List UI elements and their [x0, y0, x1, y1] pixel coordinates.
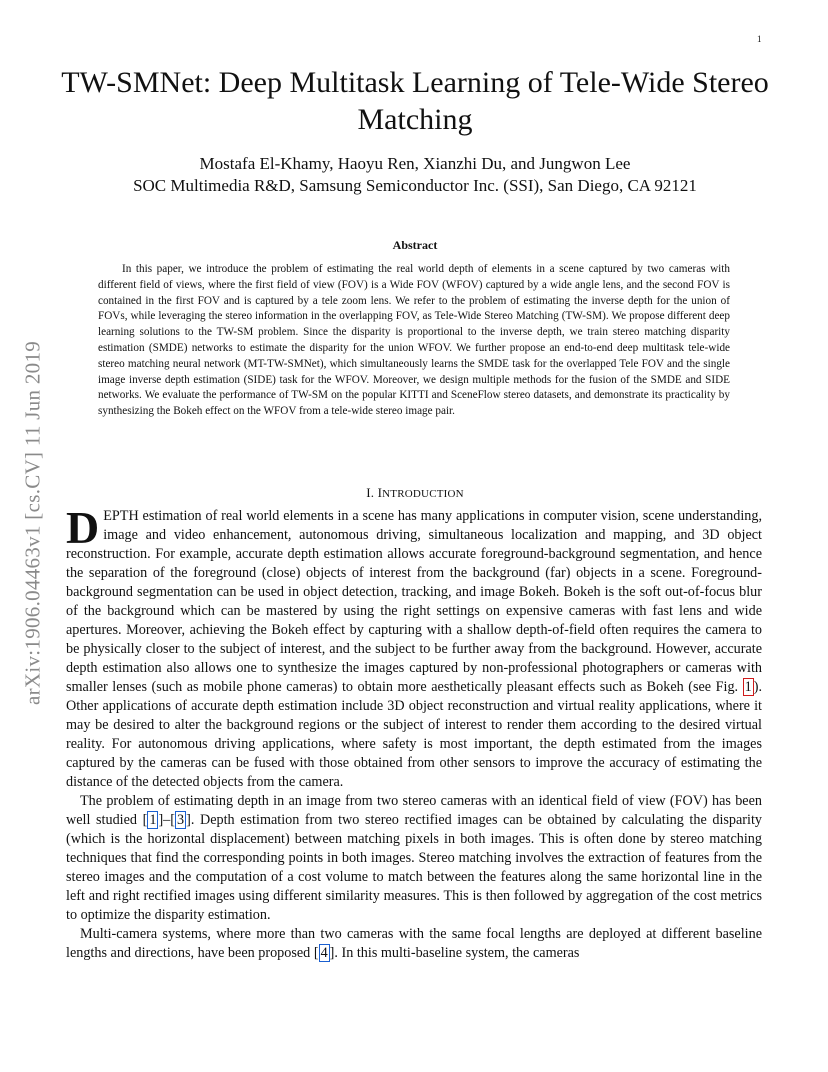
- section-numeral: I.: [366, 485, 375, 500]
- paragraph-2-text-b: . Depth estimation from two stereo rectified images can be obtained by calculating the disparity (which is the horizontal displacement) between matching pixels in both images. This is often done by stereo matching techniques that find the corresponding points in both images. Stereo matching involves the extraction of features from the stereo images and the computation of a cost volume to match between the features along the same horizontal line in the left and right rectified images using different similarity measures. This is then followed by aggregation of the cost metrics to optimize the disparity estimation.: [66, 812, 762, 923]
- author-affiliation: SOC Multimedia R&D, Samsung Semiconductor Inc. (SSI), San Diego, CA 92121: [133, 176, 697, 195]
- citation-dash: –: [163, 812, 171, 828]
- section-title-initial: I: [377, 485, 383, 500]
- abstract-heading: Abstract: [392, 238, 438, 252]
- drop-cap: D: [66, 502, 100, 553]
- citation-link[interactable]: 3: [177, 812, 185, 828]
- author-names: Mostafa El-Khamy, Haoyu Ren, Xianzhi Du, and Jungwon Lee: [199, 154, 631, 173]
- figure-link[interactable]: 1: [744, 679, 752, 695]
- abstract-body: In this paper, we introduce the problem of estimating the real world depth of elements in a scene captured by two cameras with different field of views, where the first field of view (FOV) is a Wide FOV (WFOV) captured by a wide angle lens, and the second FOV is contained in the first FOV and is captured by a tele zoom lens. We refer to the problem of estimating the inverse depth for the union of FOVs, while leveraging the stereo information in the overlapping FOV, as Tele-Wide Stereo Matching (TW-SM). We propose different deep learning solutions to the TW-SM problem. Since the disparity is proportional to the inverse depth, we train stereo matching disparity estimation (SMDE) networks to estimate the disparity for the union WFOV. We further propose an end-to-end deep multitask tele-wide stereo matching neural network (MT-TW-SMNet), which simultaneously learns the SMDE task for the overlapped Tele FOV and the single image inverse depth estimation (SIDE) task for the WFOV. Moreover, we design multiple methods for the fusion of the SMDE and SIDE networks. We evaluate the performance of TW-SM on the popular KITTI and SceneFlow stereo datasets, and demonstrate its practicality by synthesizing the Bokeh effect on the WFOV from a tele-wide stereo image pair.: [98, 263, 730, 418]
- paragraph-2: The problem of estimating depth in an image from two stereo cameras with an identical field of view (FOV) has been well studied [ 1 ]–[ 3 ]. Depth estimation from two stereo rectified images can be obtained by calculating the disparity (which is the horizontal displacement) between matching pixels in both images. This is often done by stereo matching techniques that find the corresponding points in both images. Stereo matching involves the extraction of features from the stereo images and the computation of a cost volume to match between the features along the same horizontal line in the left and right rectified images using different similarity measures. This is then followed by aggregation of the cost metrics to optimize the disparity estimation.: [66, 793, 762, 923]
- paragraph-1: [66, 502, 762, 792]
- paragraph-3: Multi-camera systems, where more than two cameras with the same focal lengths are deployed at different baseline lengths and directions, have been proposed [ 4 ]. In this multi-baseline system, the cameras: [66, 926, 762, 961]
- citation-link[interactable]: 1: [149, 812, 157, 828]
- paragraph-1-text-b: ). Other applications of accurate depth estimation include 3D object reconstruction and virtual reality applications, where it may be desired to alter the background regions or the subject of interest to render them according to the desired virtual reality. For autonomous driving applications, where safety is most important, the depth estimated from the images captured by the cameras can be fused with those obtained from other sensors to improve the accuracy of estimating the distance of the detected objects from the camera.: [66, 679, 762, 790]
- arxiv-sidebar: [20, 288, 46, 758]
- paragraph-1-text-a: EPTH estimation of real world elements in a scene has many applications in computer vision, scene understanding, image and video enhancement, autonomous driving, simultaneous localization and mapping, and 3D object reconstruction. For example, accurate depth estimation allows accurate foreground-background segmentation, and hence the separation of the foreground (close) objects of interest from the background (far) objects in a scene. Foreground-background segmentation can be used in object detection, tracking, and image Bokeh. Bokeh is the soft out-of-focus blur of the background which can be mastered by using the right settings on expensive cameras with fast lens and wide apertures. Moreover, achieving the Bokeh effect by capturing with a shallow depth-of-field often requires the camera to be physically closer to the subject of interest, and the subject to be further away from the background. However, accurate depth estimation also allows one to synthesize the images captured by non-professional photographers or cameras with smaller lenses (such as mobile phone cameras) to obtain more aesthetically pleasant effects such as Bokeh (see Fig.: [66, 508, 762, 695]
- section-heading: [60, 485, 770, 501]
- paper-title: TW-SMNet: Deep Multitask Learning of Tele-Wide Stereo Matching: [61, 66, 769, 136]
- section-title-rest: NTRODUCTION: [382, 488, 464, 500]
- paragraph-3-text-a: Multi-camera systems, where more than two cameras with the same focal lengths are deployed at different baseline lengths and directions, have been proposed: [66, 926, 762, 961]
- paragraph-3-text-b: . In this multi-baseline system, the cameras: [334, 945, 580, 961]
- arxiv-identifier: arXiv:1906.04463v1 [cs.CV] 11 Jun 2019: [20, 340, 45, 706]
- body-text: [66, 502, 762, 963]
- page-number: 1: [757, 34, 762, 44]
- author-block: [60, 153, 770, 197]
- citation-link[interactable]: 4: [320, 945, 328, 961]
- paragraph-2-text-a: The problem of estimating depth in an image from two stereo cameras with an identical field of view (FOV) has been well studied: [66, 793, 762, 828]
